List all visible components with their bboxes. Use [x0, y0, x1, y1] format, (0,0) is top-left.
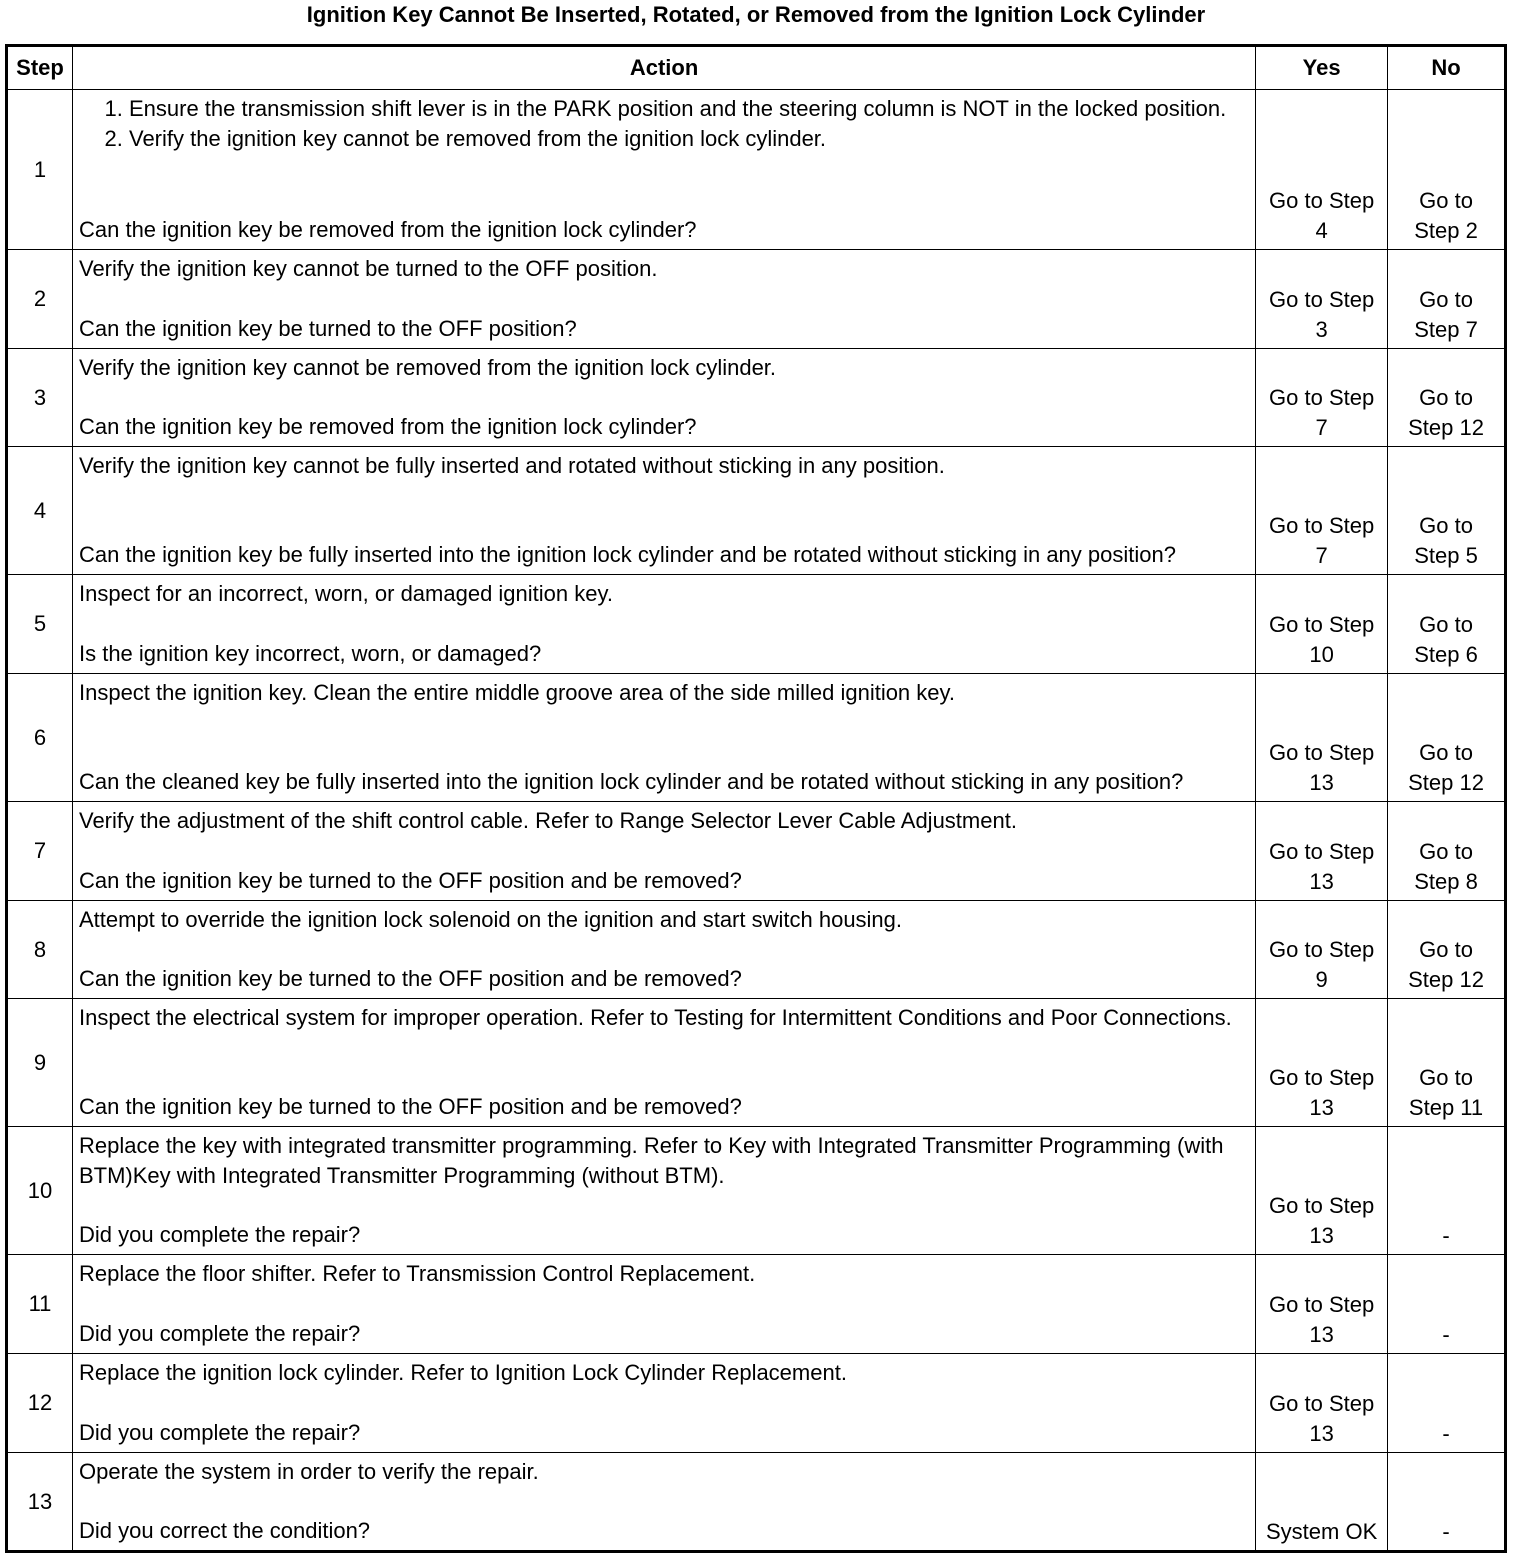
yes-result: Go to Step 13	[1256, 802, 1388, 901]
step-number: 2	[7, 250, 73, 349]
action-cell	[72, 90, 1255, 250]
action-cell	[72, 901, 1255, 999]
action-text: Inspect the electrical system for improper operation. Refer to Testing for Intermittent Conditions and Poor Connections.	[78, 1005, 1232, 1030]
step-number: 10	[7, 1127, 73, 1255]
table-row	[7, 674, 1506, 802]
action-question: Did you complete the repair?	[78, 1222, 361, 1247]
table-row	[7, 575, 1506, 674]
yes-result: Go to Step 13	[1256, 674, 1388, 802]
table-row	[7, 901, 1506, 999]
header-action: Action	[72, 46, 1255, 90]
table-row	[7, 1127, 1506, 1255]
step-number: 3	[7, 349, 73, 447]
action-question: Did you complete the repair?	[78, 1420, 361, 1445]
action-cell	[72, 575, 1255, 674]
action-text: Verify the ignition key cannot be fully inserted and rotated without sticking in any position.	[78, 453, 945, 478]
action-cell	[72, 349, 1255, 447]
action-question: Can the ignition key be turned to the OFF position?	[78, 316, 577, 341]
step-number: 6	[7, 674, 73, 802]
no-result: -	[1388, 1354, 1506, 1453]
table-row	[7, 349, 1506, 447]
no-result: Go to Step 12	[1388, 901, 1506, 999]
action-question: Can the ignition key be removed from the ignition lock cylinder?	[78, 414, 697, 439]
table-row	[7, 1255, 1506, 1354]
action-cell	[72, 802, 1255, 901]
table-row	[7, 90, 1506, 250]
header-yes: Yes	[1256, 46, 1388, 90]
no-result: -	[1388, 1127, 1506, 1255]
action-cell	[72, 250, 1255, 349]
action-step: 1. Ensure the transmission shift lever is in the PARK position and the steering column is NOT in the locked position.	[129, 94, 1249, 124]
yes-result: Go to Step 13	[1256, 1354, 1388, 1453]
action-question: Can the ignition key be removed from the ignition lock cylinder?	[78, 217, 697, 242]
action-question: Can the ignition key be turned to the OFF position and be removed?	[78, 966, 742, 991]
yes-result: Go to Step 10	[1256, 575, 1388, 674]
yes-result: Go to Step 7	[1256, 349, 1388, 447]
step-number: 13	[7, 1453, 73, 1552]
no-result: -	[1388, 1255, 1506, 1354]
yes-result: Go to Step 13	[1256, 1127, 1388, 1255]
action-cell	[72, 1453, 1255, 1552]
table-row	[7, 250, 1506, 349]
action-text: Verify the adjustment of the shift control cable. Refer to Range Selector Lever Cable Adjustment.	[78, 808, 1017, 833]
action-cell	[72, 674, 1255, 802]
action-cell	[72, 1354, 1255, 1453]
action-question: Can the ignition key be turned to the OFF position and be removed?	[78, 1094, 742, 1119]
action-text: Inspect for an incorrect, worn, or damaged ignition key.	[78, 581, 613, 606]
action-question: Can the cleaned key be fully inserted into the ignition lock cylinder and be rotated without sticking in any position?	[78, 769, 1184, 794]
action-steps	[79, 94, 1249, 154]
yes-result: Go to Step 13	[1256, 999, 1388, 1127]
header-row	[7, 46, 1506, 90]
action-question: Is the ignition key incorrect, worn, or damaged?	[78, 641, 542, 666]
step-number: 1	[7, 90, 73, 250]
document-title: Ignition Key Cannot Be Inserted, Rotated, or Removed from the Ignition Lock Cylinder	[306, 2, 1206, 27]
step-number: 12	[7, 1354, 73, 1453]
action-cell	[72, 1127, 1255, 1255]
diagnostic-table	[5, 44, 1507, 1553]
table-row	[7, 802, 1506, 901]
action-question: Can the ignition key be fully inserted into the ignition lock cylinder and be rotated without sticking in any position?	[78, 542, 1176, 567]
action-question: Did you correct the condition?	[78, 1518, 371, 1543]
yes-result: Go to Step 4	[1256, 90, 1388, 250]
action-cell	[72, 447, 1255, 575]
step-number: 5	[7, 575, 73, 674]
step-number: 11	[7, 1255, 73, 1354]
step-number: 9	[7, 999, 73, 1127]
no-result: Go to Step 2	[1388, 90, 1506, 250]
no-result: Go to Step 11	[1388, 999, 1506, 1127]
header-no: No	[1388, 46, 1506, 90]
action-text: Verify the ignition key cannot be turned to the OFF position.	[78, 256, 658, 281]
yes-result: Go to Step 9	[1256, 901, 1388, 999]
action-cell	[72, 999, 1255, 1127]
action-text: Replace the floor shifter. Refer to Transmission Control Replacement.	[78, 1261, 756, 1286]
no-result: Go to Step 12	[1388, 349, 1506, 447]
action-text: Verify the ignition key cannot be removed from the ignition lock cylinder.	[78, 355, 777, 380]
action-question: Can the ignition key be turned to the OFF position and be removed?	[78, 868, 742, 893]
no-result: Go to Step 12	[1388, 674, 1506, 802]
action-text: Operate the system in order to verify the repair.	[78, 1459, 539, 1484]
no-result: -	[1388, 1453, 1506, 1552]
yes-result: Go to Step 13	[1256, 1255, 1388, 1354]
action-text: Attempt to override the ignition lock solenoid on the ignition and start switch housing.	[78, 907, 903, 932]
no-result: Go to Step 7	[1388, 250, 1506, 349]
step-number: 7	[7, 802, 73, 901]
action-text: Replace the key with integrated transmitter programming. Refer to Key with Integrated Transmitter Programming (with BTM)Key with Integrated Transmitter Programming (without BTM).	[78, 1133, 1224, 1188]
action-cell	[72, 1255, 1255, 1354]
action-text: Replace the ignition lock cylinder. Refer to Ignition Lock Cylinder Replacement.	[78, 1360, 847, 1385]
step-number: 4	[7, 447, 73, 575]
table-row	[7, 999, 1506, 1127]
action-question: Did you complete the repair?	[78, 1321, 361, 1346]
header-step: Step	[7, 46, 73, 90]
table-row	[7, 1453, 1506, 1552]
action-step: 2. Verify the ignition key cannot be removed from the ignition lock cylinder.	[129, 124, 1249, 154]
yes-result: Go to Step 7	[1256, 447, 1388, 575]
no-result: Go to Step 8	[1388, 802, 1506, 901]
yes-result: System OK	[1256, 1453, 1388, 1552]
table-row	[7, 1354, 1506, 1453]
yes-result: Go to Step 3	[1256, 250, 1388, 349]
step-number: 8	[7, 901, 73, 999]
table-row	[7, 447, 1506, 575]
no-result: Go to Step 5	[1388, 447, 1506, 575]
action-text: Inspect the ignition key. Clean the entire middle groove area of the side milled ignition key.	[78, 680, 955, 705]
no-result: Go to Step 6	[1388, 575, 1506, 674]
